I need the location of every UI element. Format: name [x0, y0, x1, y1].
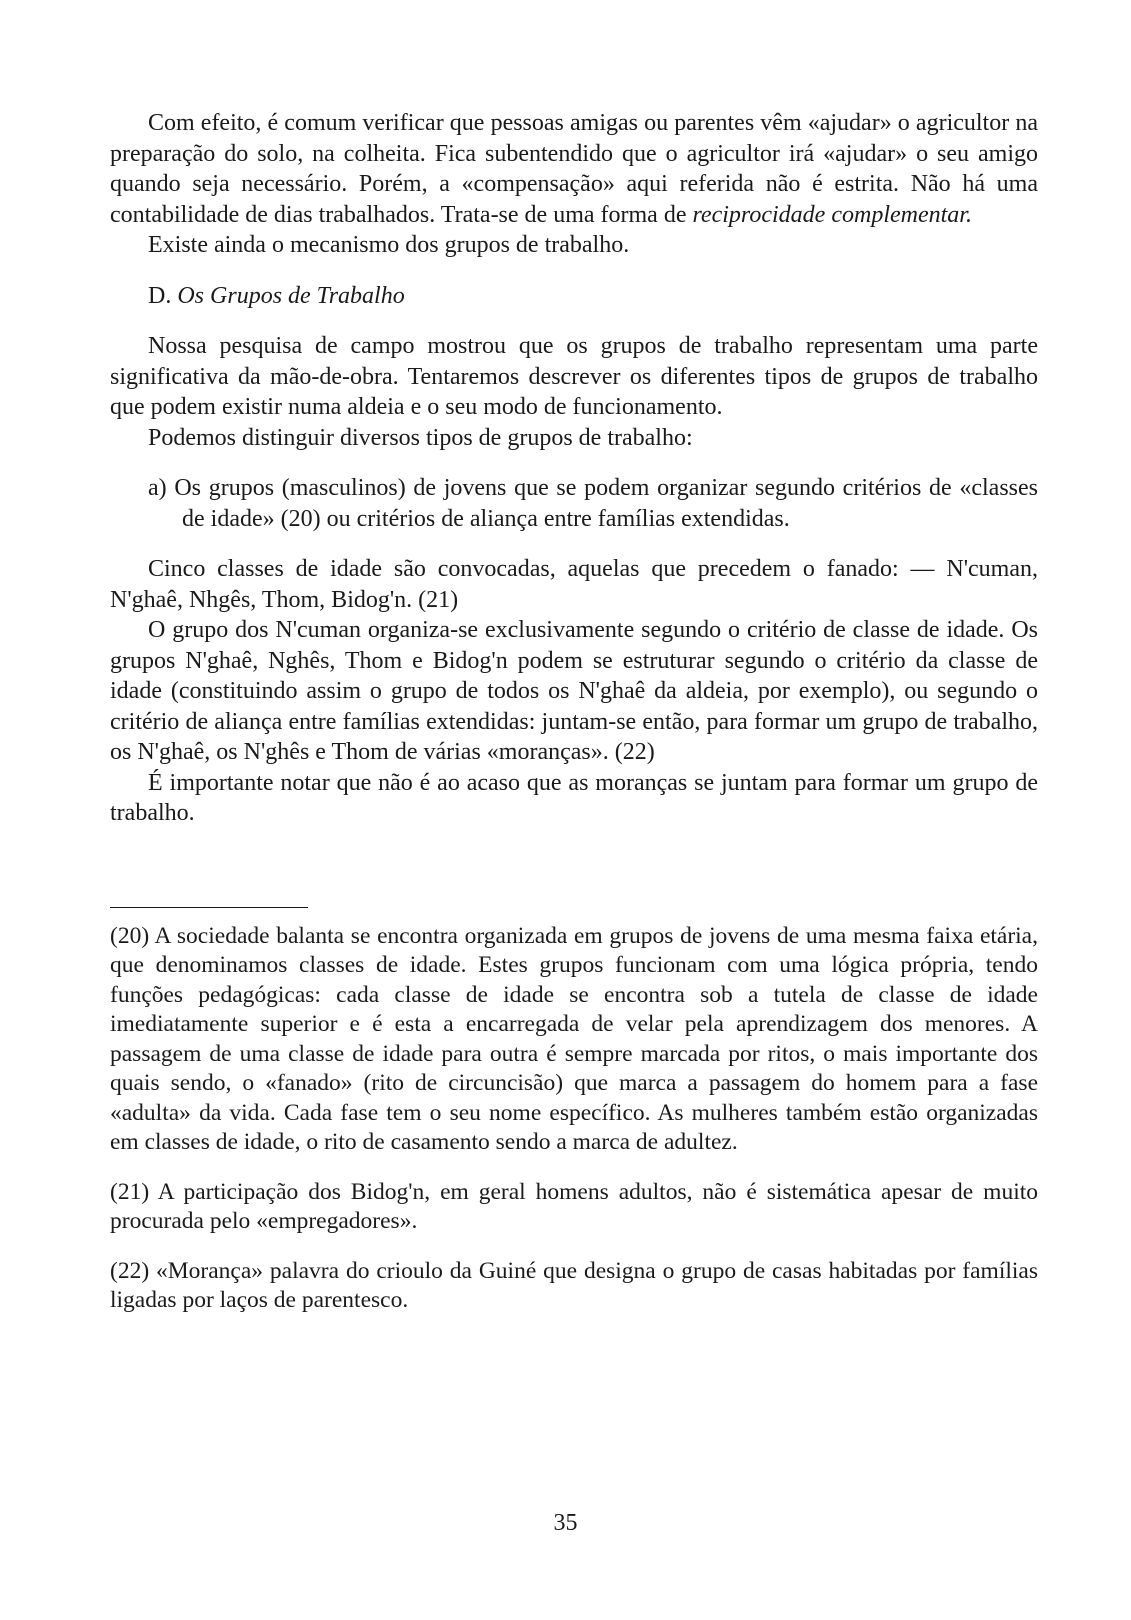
main-text	[110, 108, 1038, 1316]
paragraph-ncuman: O grupo dos N'cuman organiza-se exclusivamente segundo o critério de classe de idade. Os grupos N'ghaê, Nghês, Thom e Bidog'n podem se estruturar segundo o critério da classe de idade (constituindo assim o grupo de todos os N'ghaê da aldeia, por exemplo), ou segundo o critério de aliança entre famílias extendidas: juntam-se então, para formar um grupo de trabalho, os N'ghaê, os N'ghês e Thom de várias «moranças». (22)	[110, 617, 1038, 765]
paragraph-age-classes: Cinco classes de idade são convocadas, aquelas que precedem o fanado: — N'cuman, N'ghaê, Nhgês, Thom, Bidog'n. (21)	[110, 556, 1038, 613]
footnote-22: (22) «Morança» palavra do crioulo da Guiné que designa o grupo de casas habitadas por famílias ligadas por laços de parentesco.	[110, 1257, 1038, 1313]
section-letter: D.	[148, 282, 172, 309]
paragraph-mechanism: Existe ainda o mecanismo dos grupos de trabalho.	[148, 232, 630, 258]
paragraph-text: Com efeito, é comum verificar que pessoas amigas ou parentes vêm «ajudar» o agricultor na preparação do solo, na colheita. Fica subentendido que o agricultor irá «ajudar» o seu amigo quando seja necessário. Porém, a «compensação» aqui referida não é estrita. Não há uma contabilidade de dias trabalhados. Trata-se de uma forma de	[110, 110, 1038, 228]
list-item-a: a) Os grupos (masculinos) de jovens que se podem organizar segundo critérios de «classes de idade» (20) ou critérios de aliança entre famílias extendidas.	[148, 475, 1038, 532]
footnotes	[110, 922, 1038, 1316]
footnote-21: (21) A participação dos Bidog'n, em geral homens adultos, não é sistemática apesar de muito procurada pelo «empregadores».	[110, 1178, 1038, 1234]
paragraph-types-intro: Podemos distinguir diversos tipos de grupos de trabalho:	[148, 424, 693, 451]
paragraph-reciprocity	[110, 108, 1038, 230]
footnote-divider	[110, 907, 308, 908]
page-number: 35	[553, 1510, 578, 1536]
footnote-20: (20) A sociedade balanta se encontra organizada em grupos de jovens de uma mesma faixa etária, que denominamos classes de idade. Estes grupos funcionam com uma lógica própria, tendo funções pedagógicas: cada classe de idade se encontra sob a tutela de classe de idade imediatamente superior e é esta a encarregada de velar pela aprendizagem dos menores. A passagem de uma classe de idade para outra é sempre marcada por ritos, o mais importante dos quais sendo, o «fanado» (rito de circuncisão) que marca a passagem do homem para a fase «adulta» da vida. Cada fase tem o seu nome específico. As mulheres também estão organizadas em classes de idade, o rito de casamento sendo a marca de adultez.	[110, 922, 1038, 1155]
section-title: Os Grupos de Trabalho	[177, 282, 405, 309]
emphasis-term: reciprocidade complementar.	[692, 201, 972, 228]
section-heading	[110, 281, 1038, 312]
paragraph-morancas: É importante notar que não é ao acaso que as moranças se juntam para formar um grupo de trabalho.	[110, 769, 1038, 826]
paragraph-field-research: Nossa pesquisa de campo mostrou que os grupos de trabalho representam uma parte significativa da mão-de-obra. Tentaremos descrever os diferentes tipos de grupos de trabalho que podem existir numa aldeia e o seu modo de funcionamento.	[110, 333, 1038, 420]
